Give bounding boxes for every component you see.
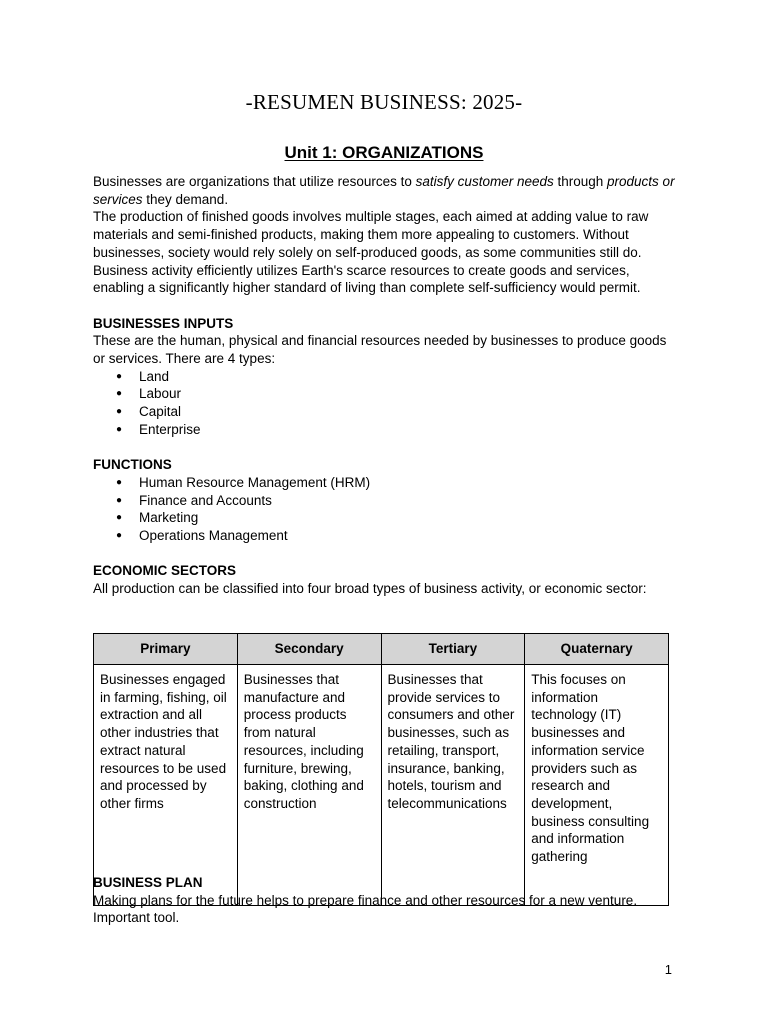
sectors-text: All production can be classified into four broad types of business activity, or economic sector: xyxy=(93,581,647,597)
list-item: ● Enterprise xyxy=(93,421,677,439)
header-secondary: Secondary xyxy=(237,634,381,665)
header-primary: Primary xyxy=(94,634,238,665)
intro-text-a: Businesses are organizations that utilize resources to xyxy=(93,174,416,189)
header-quaternary: Quaternary xyxy=(525,634,669,665)
functions-heading: FUNCTIONS xyxy=(93,457,172,473)
intro-text-c: they demand. xyxy=(142,191,229,207)
unit-heading-text: Unit 1: ORGANIZATIONS xyxy=(284,143,484,162)
unit-heading xyxy=(0,143,768,163)
table-header-row xyxy=(94,634,669,665)
list-item: ● Finance and Accounts xyxy=(93,492,677,510)
functions-list xyxy=(93,474,677,545)
spacer xyxy=(93,439,677,457)
list-item: ● Marketing xyxy=(93,509,677,527)
intro-paragraph xyxy=(93,173,677,208)
inputs-list xyxy=(93,368,677,439)
list-item: ● Human Resource Management (HRM) xyxy=(93,474,677,492)
page-number: 1 xyxy=(664,962,672,977)
economic-sectors-table xyxy=(93,633,669,906)
business-plan-section xyxy=(93,874,677,927)
header-tertiary: Tertiary xyxy=(381,634,525,665)
intro-emphasis-products: products or services xyxy=(93,174,675,207)
cell-secondary: Businesses that manufacture and process products from natural resources, including furniture, brewing, baking, clothing and construction xyxy=(237,665,381,906)
document-title: -RESUMEN BUSINESS: 2025- xyxy=(245,90,523,114)
intro-text-b: through xyxy=(553,174,608,189)
sectors-heading: ECONOMIC SECTORS xyxy=(93,563,237,579)
spacer xyxy=(93,297,677,315)
document-body xyxy=(93,173,677,598)
inputs-heading: BUSINESSES INPUTS xyxy=(93,315,234,331)
business-plan-text: Making plans for the future helps to prepare finance and other resources for a new venture. Important tool. xyxy=(93,892,638,926)
intro-emphasis-needs: satisfy customer needs xyxy=(415,174,554,189)
list-item: ● Capital xyxy=(93,403,677,421)
table-row xyxy=(94,665,669,906)
spacer xyxy=(93,545,677,563)
production-paragraph: The production of finished goods involves multiple stages, each aimed at adding value to raw materials and semi-finished products, making them more appealing to customers. Without businesses, society would rely solely on self-produced goods, as some communities still do. Business activity efficiently utilizes Earth's scarce resources to create goods and services, enabling a significantly higher standard of living than complete self-sufficiency would permit. xyxy=(93,209,649,296)
cell-tertiary: Businesses that provide services to consumers and other businesses, such as retailing, transport, insurance, banking, hotels, tourism and telecommunications xyxy=(381,665,525,906)
cell-primary: Businesses engaged in farming, fishing, oil extraction and all other industries that extract natural resources to be used and processed by other firms xyxy=(94,665,238,906)
business-plan-heading: BUSINESS PLAN xyxy=(93,875,203,890)
list-item: ● Land xyxy=(93,368,677,386)
list-item: ● Labour xyxy=(93,385,677,403)
inputs-text: These are the human, physical and financial resources needed by businesses to produce goods or services. There are 4 types: xyxy=(93,333,667,367)
list-item: ● Operations Management xyxy=(93,527,677,545)
cell-quaternary: This focuses on information technology (IT) businesses and information service providers such as research and development, business consulting and information gathering xyxy=(525,665,669,906)
